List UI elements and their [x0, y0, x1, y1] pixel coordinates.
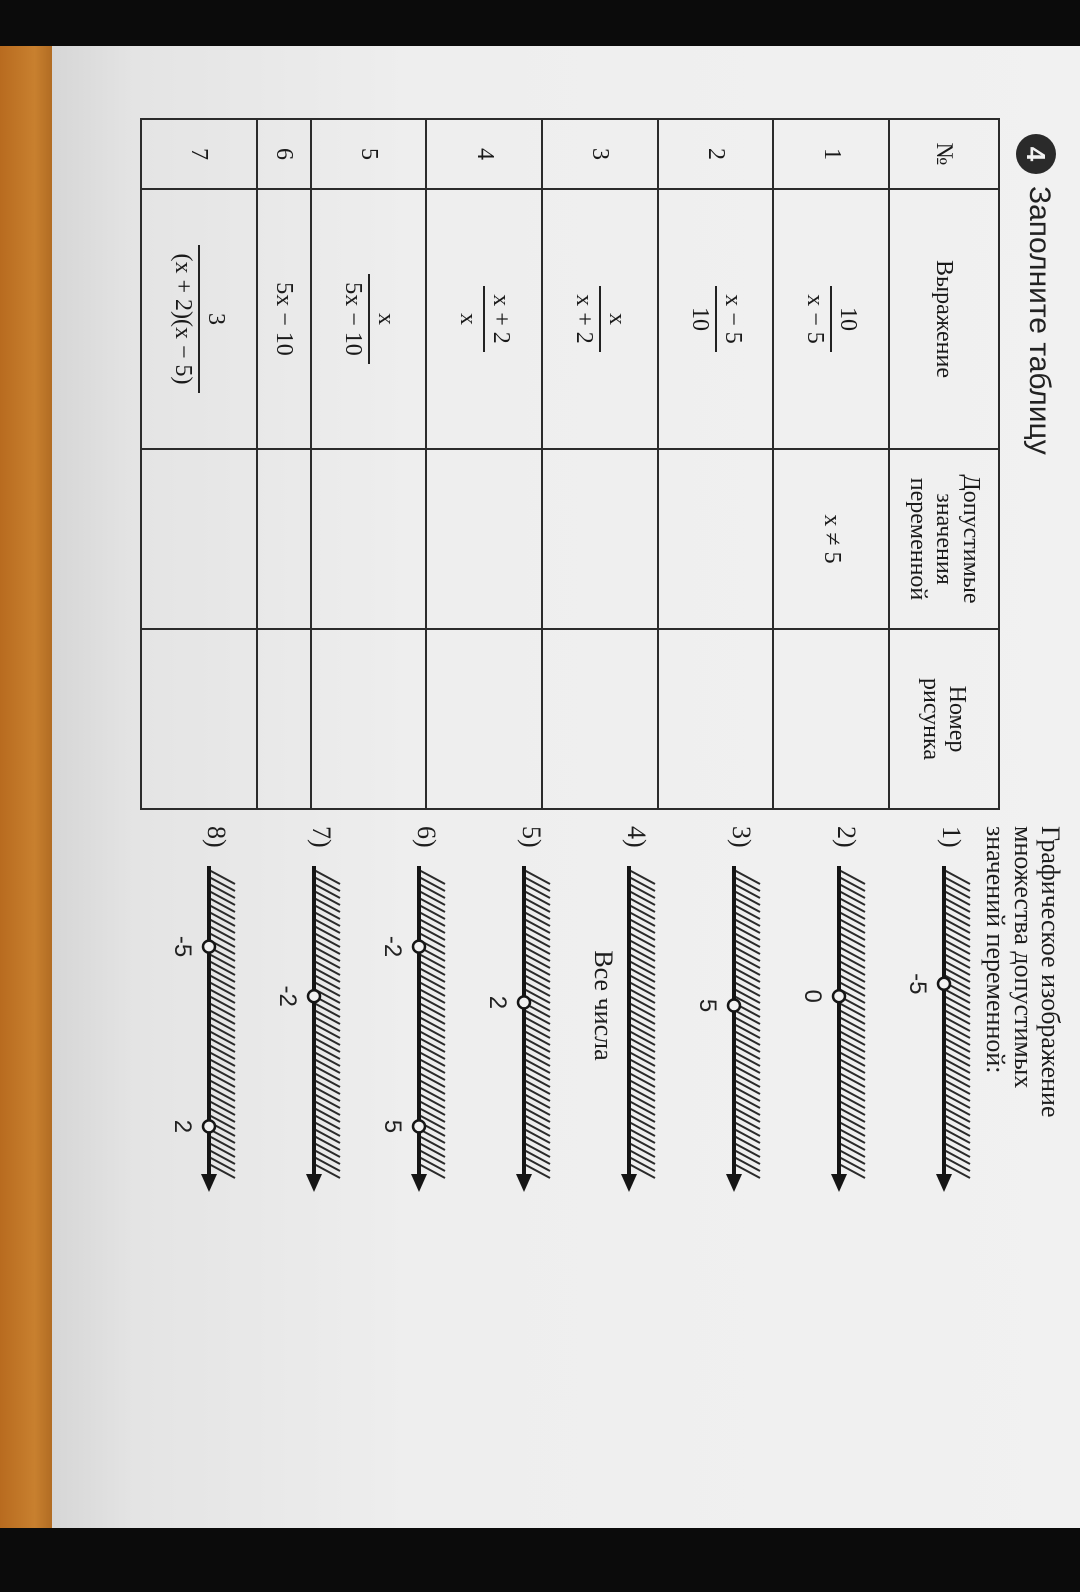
header-number: № [889, 119, 999, 189]
header-expression: Выражение [889, 189, 999, 449]
top-black-bar [0, 0, 1080, 46]
figure-label: 3) [727, 826, 756, 848]
open-point [833, 990, 845, 1002]
number-line [140, 866, 245, 1196]
figure-label: 2) [832, 826, 861, 848]
picture-number-cell[interactable] [542, 629, 658, 809]
answer-table [140, 118, 1000, 810]
fraction: x + 2 x [454, 286, 514, 352]
picture-number-cell[interactable] [426, 629, 542, 809]
task-number-badge: 4 [1016, 134, 1056, 174]
figure-label: 5) [517, 826, 546, 848]
arrow-head-icon [516, 1174, 532, 1192]
figure-label: 8) [202, 826, 231, 848]
number-line [665, 866, 770, 1196]
hatching [839, 870, 865, 1178]
row-number: 4 [426, 119, 542, 189]
table-row [426, 119, 542, 809]
number-line-figure [140, 826, 245, 1206]
open-point [518, 996, 530, 1008]
arrow-head-icon [726, 1174, 742, 1192]
domain-cell[interactable] [311, 449, 427, 629]
open-point [938, 978, 950, 990]
wooden-table-edge [0, 46, 58, 1528]
bottom-black-bar [0, 1528, 1080, 1592]
domain-cell[interactable] [141, 449, 257, 629]
hatching [629, 870, 655, 1178]
domain-cell[interactable]: x ≠ 5 [773, 449, 889, 629]
open-point [413, 941, 425, 953]
table-header-row [889, 119, 999, 809]
domain-cell[interactable] [426, 449, 542, 629]
expression-cell [426, 189, 542, 449]
all-numbers-label: Все числа [589, 950, 618, 1061]
domain-cell[interactable] [658, 449, 774, 629]
row-number: 7 [141, 119, 257, 189]
picture-number-cell[interactable] [773, 629, 889, 809]
point-label: 2 [484, 995, 511, 1010]
row-number: 6 [257, 119, 311, 189]
row-number: 5 [311, 119, 427, 189]
hatching [734, 870, 760, 1178]
number-line-figure [245, 826, 350, 1206]
hatching [944, 870, 970, 1178]
table-row [141, 119, 257, 809]
row-number: 2 [658, 119, 774, 189]
open-point [203, 941, 215, 953]
number-line-figure [455, 826, 560, 1206]
table-row [542, 119, 658, 809]
row-number: 3 [542, 119, 658, 189]
fraction: x 5x − 10 [339, 274, 399, 364]
arrow-head-icon [306, 1174, 322, 1192]
table-row [257, 119, 311, 809]
arrow-head-icon [621, 1174, 637, 1192]
point-label: 5 [379, 1119, 406, 1134]
fraction: 10 x − 5 [801, 286, 861, 352]
figure-label: 1) [937, 826, 966, 848]
number-line [245, 866, 350, 1196]
arrow-head-icon [411, 1174, 427, 1192]
picture-number-cell[interactable] [658, 629, 774, 809]
open-point [413, 1120, 425, 1132]
number-line-figure [770, 826, 875, 1206]
number-line-figure [560, 826, 665, 1206]
number-line [455, 866, 560, 1196]
figures-heading: Графическое изображение множества допустимых значений переменной: [981, 826, 1065, 1118]
expression-cell: 5x − 10 [257, 189, 311, 449]
point-label: -5 [169, 935, 196, 958]
point-label: 2 [169, 1119, 196, 1134]
domain-cell[interactable] [257, 449, 311, 629]
worksheet-page [52, 46, 1080, 1528]
table-row [773, 119, 889, 809]
row-number: 1 [773, 119, 889, 189]
header-picture-number: Номер рисунка [889, 629, 999, 809]
point-label: -2 [379, 935, 406, 958]
open-point [308, 990, 320, 1002]
arrow-head-icon [831, 1174, 847, 1192]
picture-number-cell[interactable] [257, 629, 311, 809]
header-domain: Допустимые значения переменной [889, 449, 999, 629]
fraction: 3 (x + 2)(x − 5) [169, 245, 229, 392]
open-point [203, 1120, 215, 1132]
expression-cell [311, 189, 427, 449]
figure-label: 6) [412, 826, 441, 848]
expression-cell [658, 189, 774, 449]
arrow-head-icon [936, 1174, 952, 1192]
hatching [524, 870, 550, 1178]
number-line-figure [875, 826, 980, 1206]
table-row [311, 119, 427, 809]
picture-number-cell[interactable] [311, 629, 427, 809]
fraction: x x + 2 [570, 286, 630, 352]
figure-label: 7) [307, 826, 336, 848]
number-line-figure [350, 826, 455, 1206]
number-line [875, 866, 980, 1196]
expression-cell [542, 189, 658, 449]
point-label: -5 [904, 973, 931, 995]
expression-cell [773, 189, 889, 449]
table-row [658, 119, 774, 809]
open-point [728, 1000, 740, 1012]
picture-number-cell[interactable] [141, 629, 257, 809]
figure-label: 4) [622, 826, 651, 848]
expression-cell [141, 189, 257, 449]
number-line [350, 866, 455, 1196]
point-label: 0 [799, 989, 826, 1003]
point-label: 5 [694, 998, 721, 1013]
number-line [770, 866, 875, 1196]
arrow-head-icon [201, 1174, 217, 1192]
number-line-figure [665, 826, 770, 1206]
domain-cell[interactable] [542, 449, 658, 629]
task-title: Заполните таблицу [1023, 186, 1056, 455]
number-line [560, 866, 665, 1196]
point-label: -2 [274, 985, 301, 1007]
fraction: x − 5 10 [686, 286, 746, 352]
hatching [314, 870, 340, 1178]
